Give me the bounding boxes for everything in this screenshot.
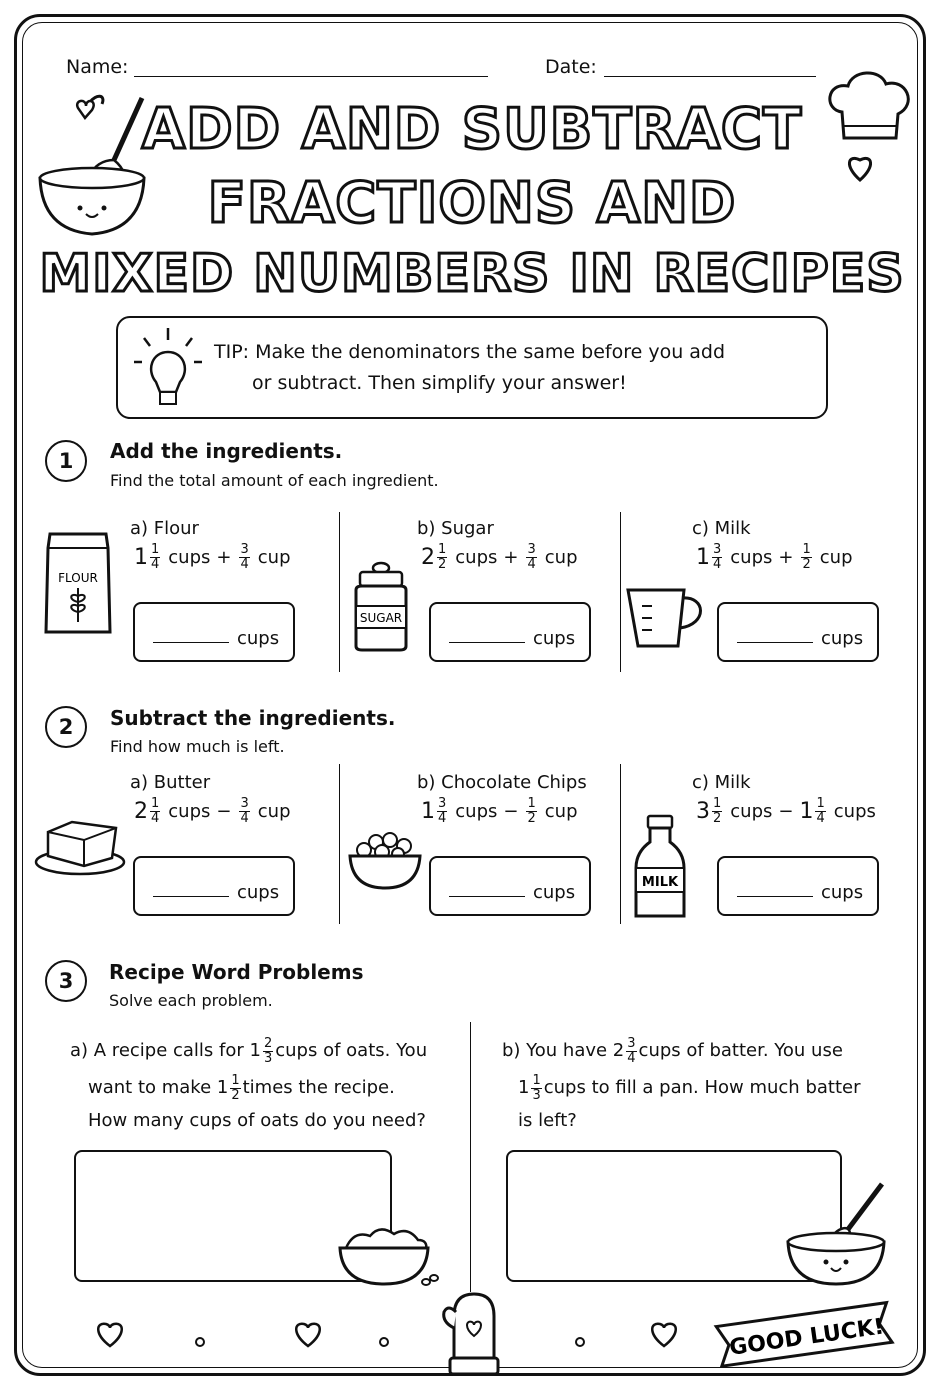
milk-icon-text: MILK bbox=[641, 875, 679, 890]
problem-2b-label: b) Chocolate Chips bbox=[417, 772, 587, 793]
problem-2a-label: a) Butter bbox=[130, 772, 211, 793]
lightbulb-icon bbox=[130, 322, 200, 412]
divider bbox=[620, 512, 621, 672]
sugar-icon-text: SUGAR bbox=[359, 611, 403, 625]
chocolate-chips-bowl-icon bbox=[346, 826, 424, 892]
word-problem-a-line-3: How many cups of oats do you need? bbox=[88, 1110, 426, 1131]
word-problem-b-line-2: 1 $\frac{1}{3}$ cups to fill a pan. How much batter bbox=[518, 1073, 861, 1103]
sugar-jar-icon bbox=[350, 560, 412, 652]
heart-icon bbox=[290, 1318, 326, 1350]
divider bbox=[620, 764, 621, 924]
heart-icon bbox=[92, 1318, 128, 1350]
section-2-subtitle: Find how much is left. bbox=[110, 737, 285, 756]
word-problem-a-line-2: want to make 1 $\frac{1}{2}$ times the recipe. bbox=[88, 1073, 395, 1103]
title-line-3: MIXED NUMBERS IN RECIPES bbox=[39, 244, 905, 304]
heart-icon bbox=[646, 1318, 682, 1350]
answer-box-1a[interactable]: cups bbox=[133, 602, 295, 662]
answer-box-1b[interactable]: cups bbox=[429, 602, 591, 662]
name-label: Name: bbox=[66, 56, 129, 78]
section-1-number: 1 bbox=[45, 440, 87, 482]
problem-2c-label: c) Milk bbox=[692, 772, 751, 793]
word-problem-a-line-1: a) A recipe calls for 1 $\frac{2}{3}$ cups of oats. You bbox=[70, 1036, 428, 1066]
whisk-bowl-icon bbox=[30, 90, 160, 240]
section-1-subtitle: Find the total amount of each ingredient. bbox=[110, 471, 439, 490]
measuring-cup-icon bbox=[626, 584, 710, 650]
butter-icon bbox=[34, 818, 128, 880]
answer-box-2b[interactable]: cups bbox=[429, 856, 591, 916]
divider bbox=[470, 1022, 471, 1292]
section-2-number: 2 bbox=[45, 706, 87, 748]
problem-1c-expression: 1 $\frac{3}{4}$ cups + $\frac{1}{2}$ cup bbox=[696, 542, 853, 572]
word-problem-b-line-3: is left? bbox=[518, 1110, 577, 1131]
divider bbox=[339, 764, 340, 924]
dot-icon bbox=[378, 1336, 390, 1348]
title-line-1: ADD AND SUBTRACT bbox=[141, 97, 803, 162]
problem-1a-label: a) Flour bbox=[130, 518, 199, 539]
problem-1c-label: c) Milk bbox=[692, 518, 751, 539]
problem-2c-expression: 3 $\frac{1}{2}$ cups − 1 $\frac{1}{4}$ cups bbox=[696, 796, 876, 826]
good-luck-text: GOOD LUCK! bbox=[727, 1314, 886, 1361]
name-field[interactable] bbox=[134, 76, 488, 77]
section-3-heading: Recipe Word Problems bbox=[109, 960, 364, 984]
section-2-heading: Subtract the ingredients. bbox=[110, 706, 396, 730]
problem-1a-expression: 1 $\frac{1}{4}$ cups + $\frac{3}{4}$ cup bbox=[134, 542, 291, 572]
word-problem-b-line-1: b) You have 2 $\frac{3}{4}$ cups of batter. You use bbox=[502, 1036, 843, 1066]
section-3-subtitle: Solve each problem. bbox=[109, 991, 273, 1010]
tip-line-2: or subtract. Then simplify your answer! bbox=[252, 372, 627, 394]
answer-box-2c[interactable]: cups bbox=[717, 856, 879, 916]
tip-box bbox=[116, 316, 828, 419]
problem-1b-label: b) Sugar bbox=[417, 518, 494, 539]
dot-icon bbox=[194, 1336, 206, 1348]
answer-box-2a[interactable]: cups bbox=[133, 856, 295, 916]
date-label: Date: bbox=[545, 56, 597, 78]
date-field[interactable] bbox=[604, 76, 816, 77]
milk-bottle-icon bbox=[632, 812, 688, 922]
chef-hat-icon bbox=[820, 72, 916, 212]
section-1-heading: Add the ingredients. bbox=[110, 439, 343, 463]
problem-2a-expression: 2 $\frac{1}{4}$ cups − $\frac{3}{4}$ cup bbox=[134, 796, 291, 826]
oats-bowl-icon bbox=[334, 1222, 444, 1292]
dot-icon bbox=[574, 1336, 586, 1348]
answer-box-1c[interactable]: cups bbox=[717, 602, 879, 662]
good-luck-badge bbox=[712, 1296, 902, 1370]
oven-mitt-icon bbox=[440, 1288, 506, 1378]
flour-icon-text: FLOUR bbox=[58, 571, 98, 585]
flour-bag-icon bbox=[44, 528, 112, 638]
problem-1b-expression: 2 $\frac{1}{2}$ cups + $\frac{3}{4}$ cup bbox=[421, 542, 578, 572]
batter-bowl-icon bbox=[784, 1180, 894, 1290]
section-3-number: 3 bbox=[45, 960, 87, 1002]
tip-line-1: TIP: Make the denominators the same before you add bbox=[214, 341, 726, 363]
problem-2b-expression: 1 $\frac{3}{4}$ cups − $\frac{1}{2}$ cup bbox=[421, 796, 578, 826]
title-line-2: FRACTIONS AND bbox=[207, 171, 737, 236]
divider bbox=[339, 512, 340, 672]
